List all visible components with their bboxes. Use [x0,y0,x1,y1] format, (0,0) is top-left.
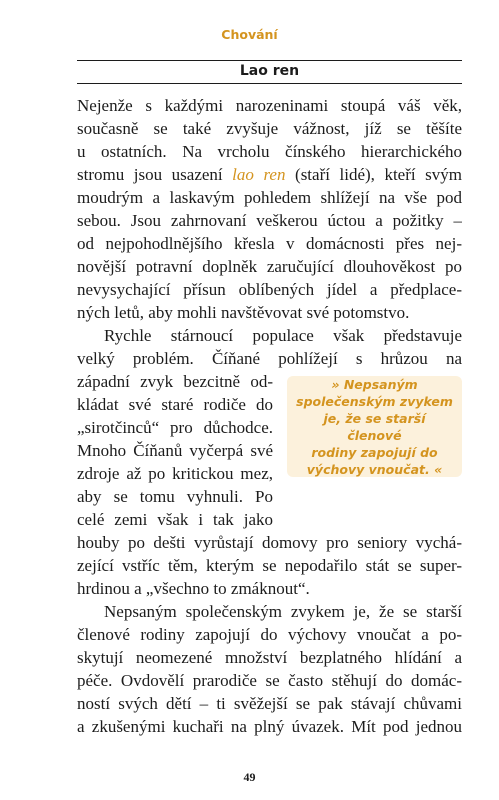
text-line: zdroje až po kritickou mez, [77,464,273,483]
text-line: současně se také zvyšuje vážnost, jíž se těšíte [77,119,462,138]
text-line: houby po dešti vyrůstají domovy pro seniory vychá- [77,533,462,552]
text-line-indented: Nepsaným společenským zvykem je, že se starší [104,602,462,621]
text-line: velký problém. Číňané pohlížejí s hrůzou na [77,349,462,368]
text-line: a zkušenými kuchaři na plný úvazek. Mít pod jednou [77,717,462,736]
text-line: členové rodiny zapojují do výchovy vnoučat a po- [77,625,462,644]
text-line: skytují neomezené množství bezplatného hlídání a [77,648,462,667]
emphasis-term: lao ren [232,165,286,184]
text-line: sebou. Jsou zahrnovaní veškerou úctou a požitky – [77,211,462,230]
text-line: péče. Ovdovělí prarodiče se často stěhují do domác- [77,671,462,690]
text-line: Nejenže s každými narozeninami stoupá váš věk, [77,96,462,115]
text-line: ných letů, aby mohli navštěvovat své potomstvo. [77,303,410,322]
text-line: kládat své staré rodiče do [77,395,273,414]
text-line: od nejpohodlnějšího křesla v domácnosti přes nej- [77,234,462,253]
text-line: zející vstříc těm, kterým se nepodařilo stát se super- [77,556,462,575]
text-line: u ostatních. Na vrcholu čínského hierarchického [77,142,462,161]
text-fragment: stromu jsou usazení [77,165,233,184]
text-line: západní zvyk bezcitně od- [77,372,273,391]
text-line [77,165,462,185]
text-line: moudrým a laskavým pohledem shlížejí na vše pod [77,188,462,207]
pull-quote-text: » Nepsaným společenským zvykem je, že se starší členové rodiny zapojují do výchovy vnoučat. « [296,376,453,477]
text-line: ností svých dětí – ti svěžejší se pak stávají chůvami [77,694,462,713]
running-head: Chování [221,27,278,42]
text-line-indented: Rychle stárnoucí populace však představuje [104,326,462,345]
section-title: Lao ren [239,63,300,79]
section-title-box [77,60,462,84]
pull-quote [287,376,462,477]
text-line: „sirotčinců“ pro důchodce. [77,418,273,437]
text-line: novější potravní doplněk zaručující dlouhověkost po [77,257,462,276]
page-number: 49 [243,770,256,784]
text-line: hrdinou a „všechno to zmáknout“. [77,579,310,598]
text-line: Mnoho Číňanů vyčerpá své [77,441,273,460]
text-line: aby se tomu vyhnuli. Po [77,487,273,506]
text-line: celé zemi však i tak jako [77,510,273,529]
text-line: nevysychající přísun oblíbených jídel a předplace- [77,280,462,299]
text-fragment: (staří lidé), kteří svým [285,165,462,184]
